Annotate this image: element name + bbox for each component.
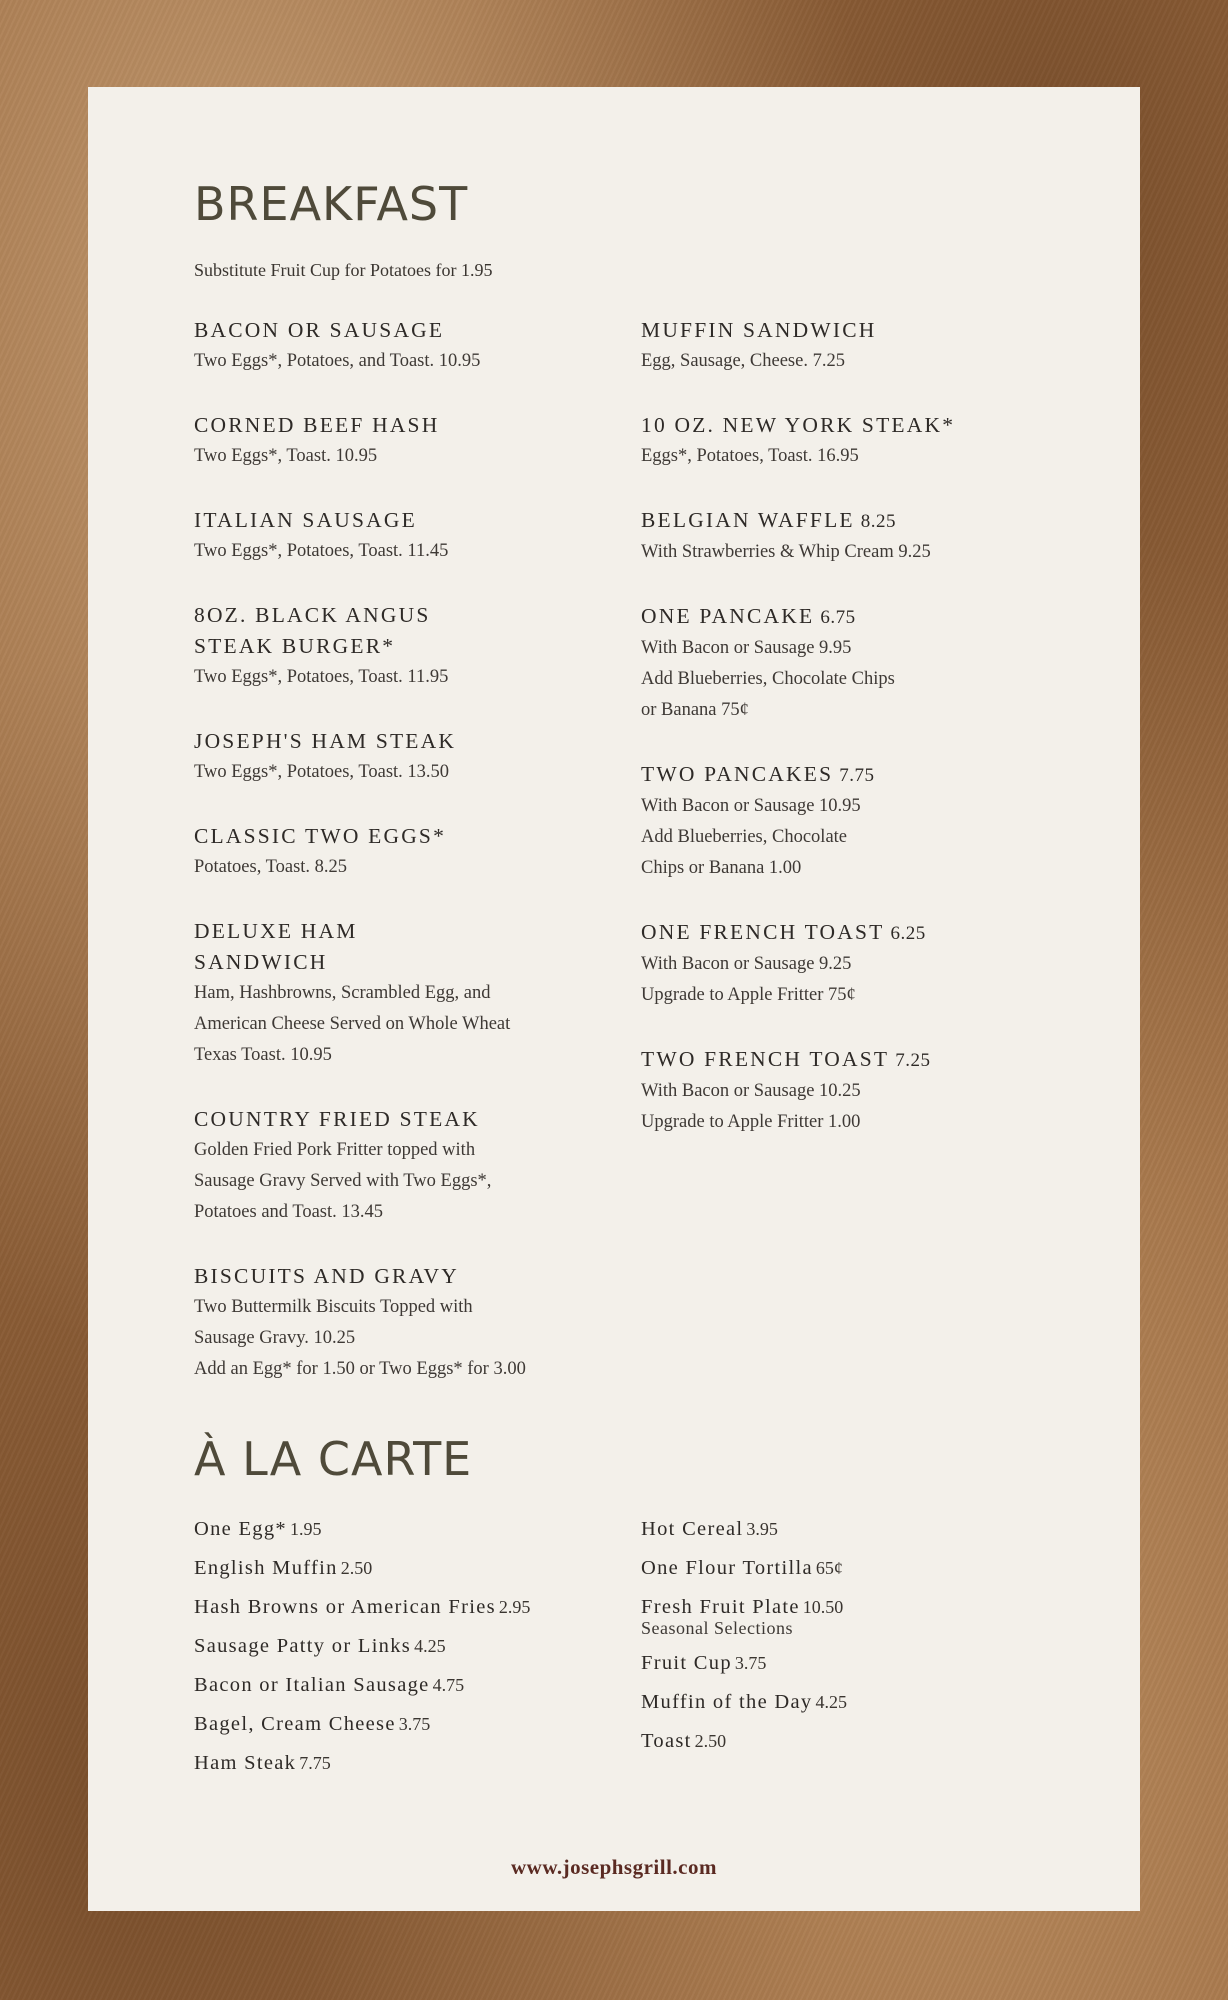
- item-title: Sausage Patty or Links: [194, 1635, 412, 1657]
- item-description: Add an Egg* for 1.50 or Two Eggs* for 3.00: [194, 1359, 526, 1379]
- item-description: Two Eggs*, Potatoes, Toast. 13.50: [194, 762, 450, 782]
- item-title: 10 OZ. NEW YORK STEAK*: [641, 413, 956, 437]
- item-title: Hash Browns or American Fries: [194, 1596, 496, 1618]
- item-price: 6.25: [890, 923, 926, 944]
- item-title: Toast: [641, 1730, 692, 1752]
- menu-item: [194, 916, 614, 1071]
- item-title: BACON OR SAUSAGE: [194, 318, 445, 342]
- menu-item: [194, 410, 614, 472]
- item-price: 8.25: [860, 511, 896, 532]
- item-description: or Banana 75¢: [641, 700, 749, 720]
- item-name: [641, 759, 1061, 791]
- item-description: Two Eggs*, Potatoes, Toast. 11.95: [194, 667, 449, 687]
- breakfast-left-column: [194, 315, 614, 1418]
- menu-item: [194, 505, 614, 567]
- website-link[interactable]: www.josephsgrill.com: [511, 1855, 717, 1879]
- item-name: [641, 505, 1061, 537]
- a-la-carte-item: [641, 1644, 1071, 1683]
- menu-card: [88, 87, 1140, 1911]
- item-title: JOSEPH'S HAM STEAK: [194, 729, 457, 753]
- item-description: Add Blueberries, Chocolate: [641, 827, 848, 847]
- a-la-carte-item: [194, 1705, 624, 1744]
- item-price: 1.95: [289, 1519, 322, 1539]
- item-description: Two Eggs*, Potatoes, and Toast. 10.95: [194, 351, 481, 371]
- item-description: With Bacon or Sausage 9.25: [641, 954, 852, 974]
- item-price: 10.50: [802, 1597, 844, 1617]
- item-title: COUNTRY FRIED STEAK: [194, 1107, 480, 1131]
- menu-item: [194, 600, 614, 693]
- item-title: BISCUITS AND GRAVY: [194, 1264, 459, 1288]
- item-description: Egg, Sausage, Cheese. 7.25: [641, 351, 845, 371]
- item-name: [641, 410, 1061, 441]
- breakfast-heading: BREAKFAST: [194, 177, 469, 231]
- item-description: Upgrade to Apple Fritter 1.00: [641, 1112, 861, 1132]
- a-la-carte-item: [194, 1666, 624, 1705]
- item-description: Two Buttermilk Biscuits Topped with: [194, 1297, 473, 1317]
- menu-item: [194, 315, 614, 377]
- item-price: 65¢: [815, 1558, 843, 1578]
- a-la-carte-item: [194, 1588, 624, 1627]
- item-title: MUFFIN SANDWICH: [641, 318, 877, 342]
- a-la-carte-item: [641, 1510, 1071, 1549]
- menu-item: [194, 1261, 614, 1385]
- item-title: ONE FRENCH TOAST: [641, 920, 885, 944]
- menu-item: [641, 410, 1061, 472]
- item-title: CORNED BEEF HASH: [194, 413, 440, 437]
- item-description: Upgrade to Apple Fritter 75¢: [641, 985, 856, 1005]
- item-description: Texas Toast. 10.95: [194, 1045, 332, 1065]
- item-price: 3.95: [746, 1519, 778, 1539]
- item-name: [194, 1261, 494, 1292]
- item-price: 7.75: [299, 1753, 331, 1773]
- item-price: 6.75: [820, 607, 856, 628]
- item-price: 4.75: [432, 1675, 465, 1695]
- item-title: Bacon or Italian Sausage: [194, 1674, 430, 1696]
- item-description: With Bacon or Sausage 9.95: [641, 638, 852, 658]
- item-name: [194, 315, 494, 346]
- a-la-carte-item: [641, 1683, 1071, 1722]
- item-price: 2.50: [694, 1731, 727, 1751]
- item-description: Potatoes and Toast. 13.45: [194, 1202, 384, 1222]
- menu-item: [641, 601, 1061, 726]
- item-description: With Bacon or Sausage 10.25: [641, 1081, 861, 1101]
- item-price: 4.25: [414, 1636, 446, 1656]
- item-price: 2.95: [498, 1597, 531, 1617]
- item-name: [194, 600, 494, 662]
- item-title: 8OZ. BLACK ANGUS STEAK BURGER*: [194, 603, 431, 658]
- item-title: TWO PANCAKES: [641, 762, 834, 786]
- item-price: 7.25: [895, 1050, 931, 1071]
- item-name: [194, 916, 494, 978]
- item-title: One Egg*: [194, 1518, 287, 1540]
- item-description: Eggs*, Potatoes, Toast. 16.95: [641, 446, 859, 466]
- item-title: Fresh Fruit Plate: [641, 1596, 800, 1618]
- item-price: 3.75: [398, 1714, 431, 1734]
- item-name: [641, 601, 1061, 633]
- item-subtitle: Seasonal Selections: [641, 1618, 793, 1638]
- item-title: Fruit Cup: [641, 1652, 732, 1674]
- a-la-carte-right-column: [641, 1510, 1071, 1761]
- item-title: ITALIAN SAUSAGE: [194, 508, 417, 532]
- menu-item: [194, 726, 614, 788]
- item-name: [194, 410, 494, 441]
- item-description: Sausage Gravy. 10.25: [194, 1328, 356, 1348]
- item-description: Two Eggs*, Potatoes, Toast. 11.45: [194, 541, 449, 561]
- a-la-carte-item: [194, 1549, 624, 1588]
- item-title: Ham Steak: [194, 1752, 297, 1774]
- item-description: Golden Fried Pork Fritter topped with: [194, 1140, 476, 1160]
- a-la-carte-item: [641, 1722, 1071, 1761]
- item-price: 2.50: [340, 1558, 373, 1578]
- item-title: Hot Cereal: [641, 1518, 744, 1540]
- item-description: With Strawberries & Whip Cream 9.25: [641, 542, 931, 562]
- item-name: [194, 821, 494, 852]
- menu-item: [641, 917, 1061, 1011]
- item-name: [194, 1104, 494, 1135]
- item-title: TWO FRENCH TOAST: [641, 1047, 890, 1071]
- menu-item: [194, 821, 614, 883]
- item-description: American Cheese Served on Whole Wheat: [194, 1014, 511, 1034]
- a-la-carte-left-column: [194, 1510, 624, 1783]
- item-description: Potatoes, Toast. 8.25: [194, 857, 348, 877]
- item-title: DELUXE HAM SANDWICH: [194, 919, 358, 974]
- item-description: Sausage Gravy Served with Two Eggs*,: [194, 1171, 492, 1191]
- item-description: Chips or Banana 1.00: [641, 858, 802, 878]
- item-title: One Flour Tortilla: [641, 1557, 813, 1579]
- item-title: ONE PANCAKE: [641, 604, 815, 628]
- item-title: Muffin of the Day: [641, 1691, 813, 1713]
- item-title: Bagel, Cream Cheese: [194, 1713, 396, 1735]
- item-description: Two Eggs*, Toast. 10.95: [194, 446, 378, 466]
- item-price: 4.25: [815, 1692, 847, 1712]
- item-name: [641, 315, 1061, 346]
- a-la-carte-item: [194, 1627, 624, 1666]
- menu-item: [641, 1044, 1061, 1138]
- menu-item: [194, 1104, 614, 1228]
- menu-item: [641, 759, 1061, 884]
- item-title: BELGIAN WAFFLE: [641, 508, 855, 532]
- a-la-carte-heading: À LA CARTE: [194, 1432, 473, 1486]
- substitute-note: Substitute Fruit Cup for Potatoes for 1.95: [194, 260, 493, 280]
- item-name: [194, 505, 494, 536]
- item-description: With Bacon or Sausage 10.95: [641, 796, 861, 816]
- item-name: [641, 917, 1061, 949]
- a-la-carte-item: [194, 1744, 624, 1783]
- item-title: English Muffin: [194, 1557, 338, 1579]
- a-la-carte-item: [194, 1510, 624, 1549]
- item-name: [641, 1044, 1061, 1076]
- menu-item: [641, 315, 1061, 377]
- item-price: 7.75: [839, 765, 875, 786]
- menu-item: [641, 505, 1061, 568]
- item-title: CLASSIC TWO EGGS*: [194, 824, 447, 848]
- item-description: Ham, Hashbrowns, Scrambled Egg, and: [194, 983, 491, 1003]
- breakfast-right-column: [641, 315, 1061, 1171]
- item-name: [194, 726, 494, 757]
- item-price: 3.75: [734, 1653, 767, 1673]
- item-description: Add Blueberries, Chocolate Chips: [641, 669, 895, 689]
- a-la-carte-item: [641, 1549, 1071, 1588]
